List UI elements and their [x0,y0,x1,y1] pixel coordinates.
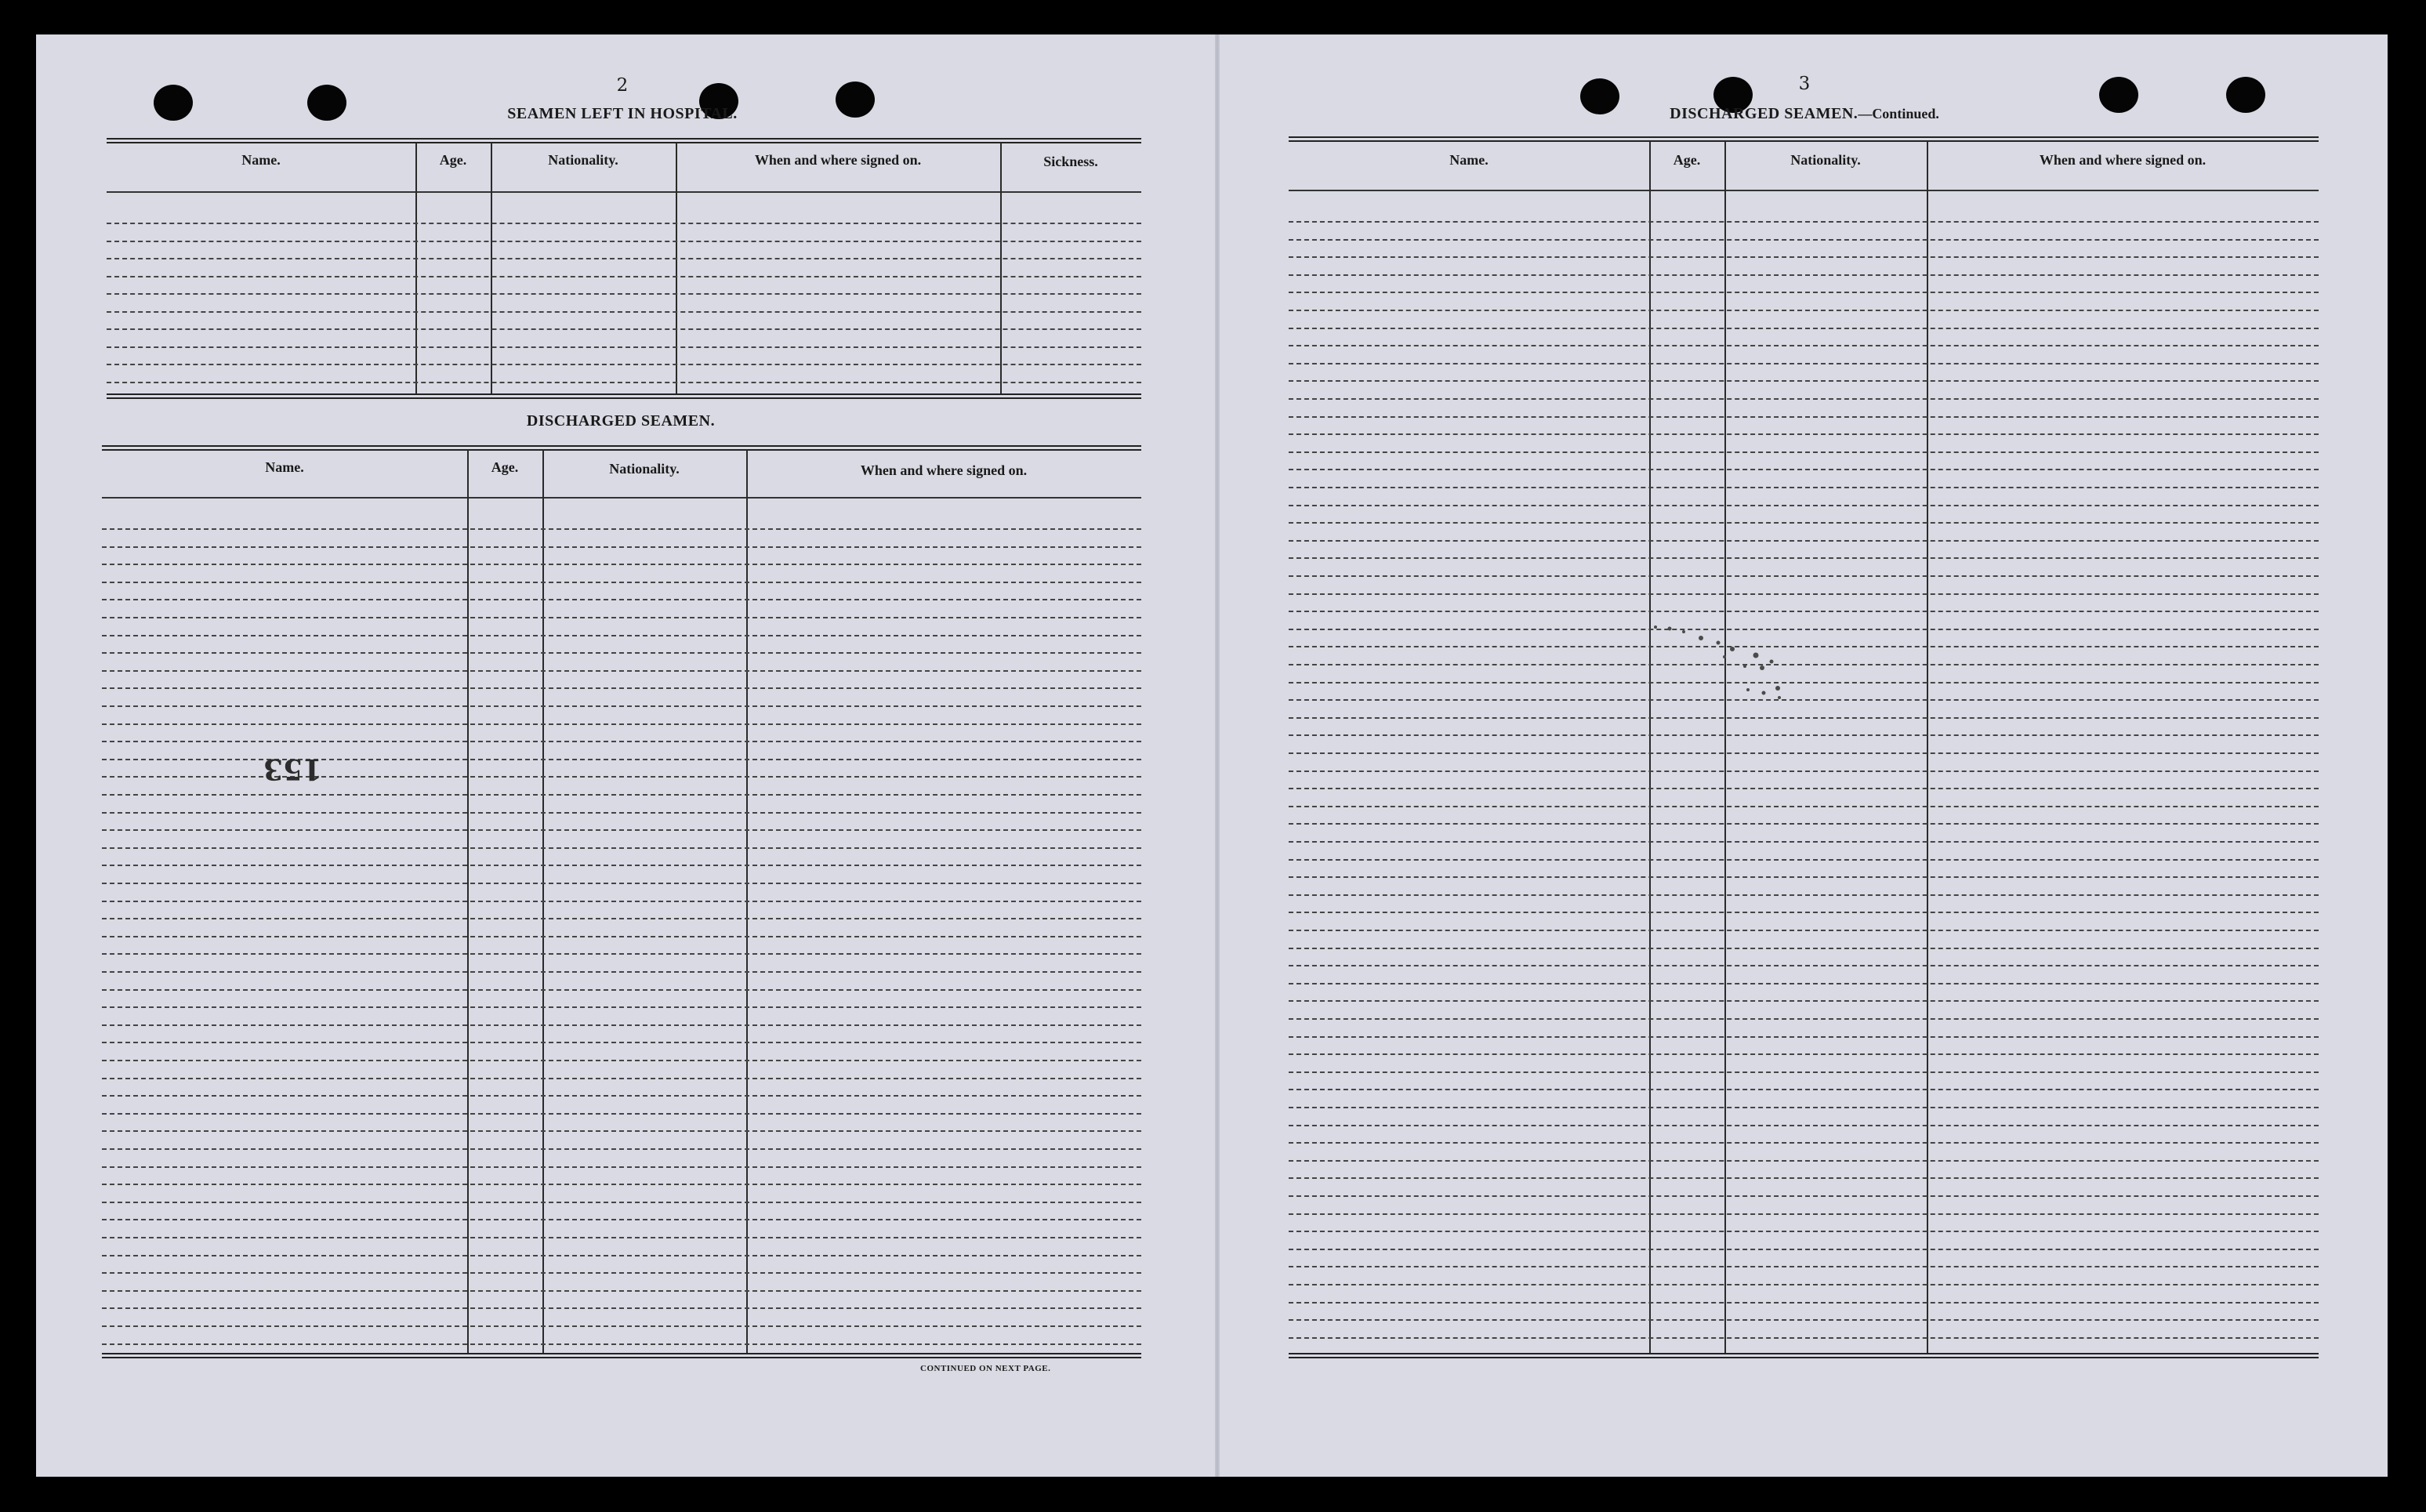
hospital-table [107,138,1141,397]
ruled-row [1289,894,2319,896]
ruled-row [102,759,1141,760]
page-number-right: 3 [1798,74,1811,94]
column-header: When and where signed on. [2039,152,2207,168]
ruled-row [1289,328,2319,329]
ruled-row [1289,1018,2319,1020]
ruled-row [1289,1071,2319,1073]
ruled-row [1289,1195,2319,1197]
ruled-row [102,1095,1141,1097]
ruled-row [102,1113,1141,1115]
ruled-row [1289,593,2319,595]
ruled-row [102,582,1141,583]
ruled-row [1289,983,2319,984]
ruled-row [102,776,1141,778]
ruled-row [1289,1142,2319,1144]
ruled-row [102,564,1141,565]
ruled-row [1289,629,2319,630]
punch-hole [836,82,875,118]
ruled-row [102,1202,1141,1203]
ruled-row [1289,699,2319,701]
column-divider [1927,141,1928,1353]
ruled-row [102,953,1141,955]
ruled-row [1289,292,2319,293]
ruled-row [102,1272,1141,1274]
ruled-row [102,829,1141,831]
ruled-row [1289,771,2319,772]
discharged-section-title: DISCHARGED SEAMEN. [526,412,716,430]
column-divider [491,143,492,393]
ruled-row [102,635,1141,636]
ruled-row [102,705,1141,707]
column-header: When and where signed on. [860,462,1028,478]
ruled-row [107,223,1141,224]
ruled-row [1289,1266,2319,1267]
page-fold [1215,34,1220,1477]
continued-note: CONTINUED ON NEXT PAGE. [920,1364,1051,1373]
ruled-row [1289,876,2319,878]
ruled-row [1289,1036,2319,1038]
ruled-row [1289,433,2319,435]
ruled-row [1289,1302,2319,1304]
ruled-row [1289,1319,2319,1321]
ruled-row [102,1006,1141,1008]
ruled-row [1289,256,2319,258]
ruled-row [107,258,1141,259]
stamped-number: 153 [263,752,323,785]
ruled-row [102,794,1141,796]
ruled-row [1289,1284,2319,1285]
punch-hole [2099,77,2138,113]
ruled-row [1289,398,2319,400]
ruled-row [1289,1089,2319,1090]
ruled-row [107,382,1141,383]
column-header: When and where signed on. [754,152,922,168]
column-header: Nationality. [609,461,680,477]
ruled-row [102,617,1141,618]
ruled-row [102,1042,1141,1043]
ruled-row [1289,806,2319,807]
ruled-row [1289,717,2319,719]
ruled-row [102,1184,1141,1185]
ruled-row [102,1325,1141,1327]
ruled-row [1289,239,2319,241]
ruled-row [1289,540,2319,542]
column-header: Name. [241,152,281,168]
column-header: Age. [439,152,467,168]
ruled-row [1289,1125,2319,1126]
discharged-continued-title [1670,105,1939,123]
column-divider [1724,141,1726,1353]
column-header: Age. [491,459,519,475]
column-header: Nationality. [1790,152,1861,168]
column-header: Name. [265,459,304,475]
punch-hole [307,85,346,121]
ruled-row [1289,664,2319,665]
ruled-row [1289,734,2319,736]
discharged-continued-table [1289,136,2319,1361]
punch-hole [154,85,193,121]
ruled-row [102,741,1141,742]
ruled-row [102,528,1141,530]
ruled-row [102,971,1141,973]
ruled-row [102,599,1141,600]
title-text: DISCHARGED SEAMEN. [1670,105,1858,122]
ruled-row [107,328,1141,330]
ruled-row [1289,859,2319,861]
ruled-row [107,293,1141,295]
ruled-row [107,364,1141,365]
ruled-row [107,276,1141,277]
ruled-row [102,936,1141,937]
column-header: Name. [1449,152,1489,168]
ruled-row [1289,841,2319,843]
ruled-row [102,1024,1141,1026]
ruled-row [1289,274,2319,276]
ruled-row [107,346,1141,348]
punch-hole [2226,77,2265,113]
ruled-row [1289,469,2319,470]
ruled-row [1289,380,2319,382]
column-divider [1649,141,1651,1353]
punch-hole [1580,78,1619,114]
ruled-row [102,1307,1141,1309]
ruled-row [102,546,1141,548]
ruled-row [1289,965,2319,966]
ruled-row [1289,1249,2319,1250]
ruled-row [102,687,1141,689]
column-header: Age. [1673,152,1701,168]
ruled-row [107,241,1141,242]
ruled-row [102,883,1141,884]
ruled-row [107,311,1141,313]
ruled-row [1289,1107,2319,1108]
ruled-row [102,652,1141,654]
ruled-row [1289,752,2319,754]
ruled-row [102,1130,1141,1132]
ruled-row [102,1060,1141,1061]
ruled-row [1289,1000,2319,1002]
page-number-left: 2 [616,75,629,96]
hospital-section-title: SEAMEN LEFT IN HOSPITAL. [507,105,738,122]
ruled-row [1289,310,2319,311]
ruled-row [102,1166,1141,1168]
ruled-row [1289,646,2319,647]
ruled-row [1289,345,2319,346]
ruled-row [102,901,1141,902]
ruled-row [1289,575,2319,577]
ruled-row [1289,1177,2319,1179]
ruled-row [1289,1213,2319,1215]
ruled-row [1289,557,2319,559]
column-divider [415,143,417,393]
ruled-row [102,1148,1141,1150]
ruled-row [102,1343,1141,1345]
ruled-row [102,1237,1141,1238]
ruled-row [102,1219,1141,1220]
ruled-row [102,1290,1141,1292]
ruled-row [1289,682,2319,683]
ruled-row [1289,930,2319,931]
ruled-row [1289,611,2319,612]
ruled-row [1289,1160,2319,1162]
ruled-row [1289,788,2319,789]
column-divider [676,143,677,393]
column-header: Sickness. [1043,154,1098,169]
ruled-row [1289,416,2319,418]
ruled-row [1289,1053,2319,1055]
ruled-row [1289,451,2319,453]
ruled-row [102,723,1141,725]
ruled-row [1289,912,2319,913]
discharged-table [102,445,1141,1361]
title-continued: —Continued. [1858,106,1939,121]
ruled-row [1289,363,2319,364]
column-divider [1000,143,1002,393]
ruled-row [102,865,1141,866]
ruled-row [1289,487,2319,488]
ruled-row [1289,823,2319,825]
ruled-row [1289,522,2319,524]
ruled-row [102,1255,1141,1256]
ruled-row [102,847,1141,849]
ruled-row [1289,1337,2319,1339]
ruled-row [102,812,1141,814]
ruled-row [102,918,1141,919]
ruled-row [102,670,1141,672]
column-header: Nationality. [548,152,618,168]
ruled-row [1289,221,2319,223]
ruled-row [1289,948,2319,949]
ruled-row [102,989,1141,991]
ruled-row [1289,505,2319,506]
ruled-row [102,1078,1141,1079]
ruled-row [1289,1231,2319,1232]
ink-specks [1646,611,1803,737]
